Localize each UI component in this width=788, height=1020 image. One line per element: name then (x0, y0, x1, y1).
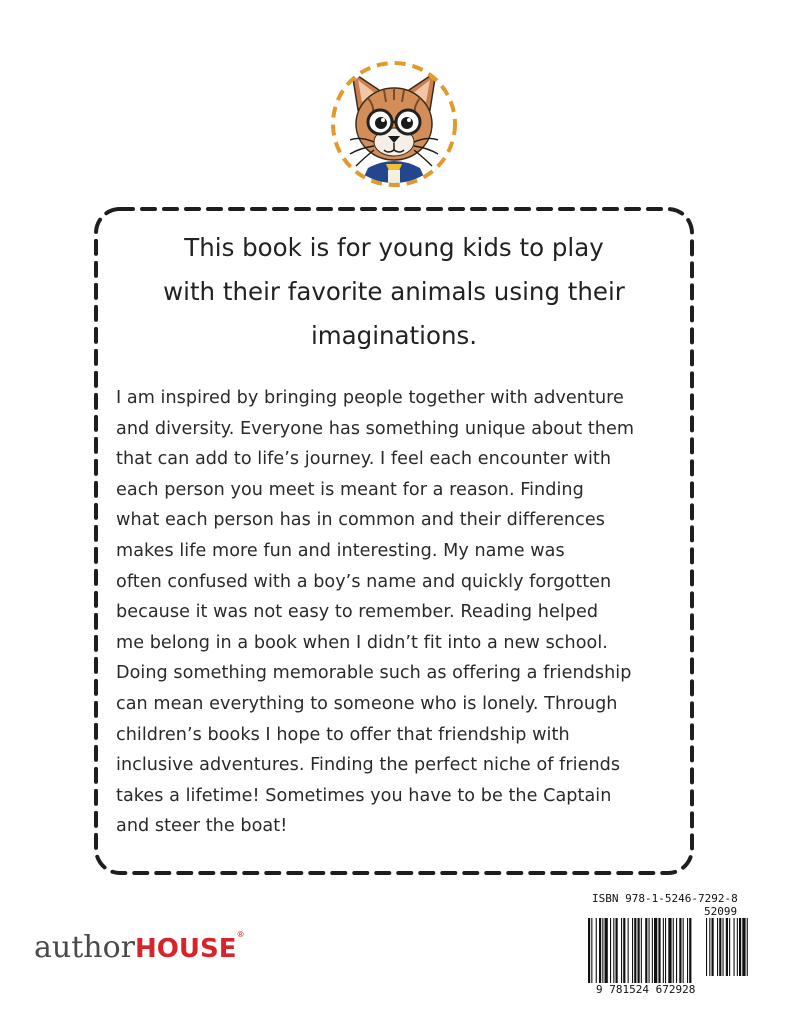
barcode-bar (663, 918, 664, 983)
barcode-bar (645, 918, 647, 983)
body-line: Doing something memorable such as offering a friendship (116, 663, 632, 684)
publisher-logo-part2: HOUSE (135, 934, 237, 964)
body-line: and steer the boat! (116, 816, 288, 837)
barcode-bar (610, 918, 611, 983)
barcode-bar (665, 918, 666, 983)
barcode-bar (588, 918, 590, 983)
barcode-digits: 9 781524 672928 (596, 983, 696, 996)
publisher-logo (34, 930, 244, 970)
barcode-bar (676, 918, 677, 983)
addon-bar (726, 918, 728, 976)
barcode-bar (623, 918, 625, 983)
addon-bar (712, 918, 714, 976)
barcode-bar (649, 918, 650, 983)
addon-bar (737, 918, 738, 976)
body-line: makes life more fun and interesting. My name was (116, 540, 565, 561)
barcode-bar (613, 918, 614, 983)
price-code: 52099 (704, 905, 738, 918)
addon-bar (729, 918, 730, 976)
barcode-bar (591, 918, 592, 983)
barcode-bar (628, 918, 629, 983)
barcode-bar (596, 918, 597, 983)
barcode-bar (599, 918, 601, 983)
barcode-bar (683, 918, 684, 983)
addon-bar (723, 918, 724, 976)
body-line: children’s books I hope to offer that friendship with (116, 724, 570, 745)
barcode-bar (605, 918, 608, 983)
author-statement (116, 383, 682, 842)
barcode-bar (654, 918, 657, 983)
cat-mascot-illustration (328, 58, 460, 190)
body-line: me belong in a book when I didn’t fit into a new school. (116, 632, 608, 653)
addon-bar (717, 918, 718, 976)
body-line: because it was not easy to remember. Reading helped (116, 602, 599, 623)
barcode-bar (658, 918, 660, 983)
addon-bar (739, 918, 741, 976)
barcode-bar (634, 918, 636, 983)
barcode-bar (668, 918, 671, 983)
publisher-logo-part1: author (34, 930, 135, 965)
body-line: that can add to life’s journey. I feel each encounter with (116, 449, 612, 470)
addon-bar (706, 918, 707, 976)
headline-line: This book is for young kids to play (184, 233, 604, 262)
registered-mark: ® (236, 930, 245, 939)
barcode-bar (621, 918, 622, 983)
barcode (588, 918, 754, 983)
headline-line: with their favorite animals using their (163, 277, 625, 306)
addon-bar (734, 918, 735, 976)
addon-bar (719, 918, 721, 976)
addon-bar (747, 918, 748, 976)
headline (118, 226, 670, 358)
barcode-bar (632, 918, 633, 983)
isbn-label: ISBN 978-1-5246-7292-8 (592, 892, 738, 905)
body-line: and diversity. Everyone has something unique about them (116, 418, 635, 439)
barcode-bar (673, 918, 674, 983)
body-line: each person you meet is meant for a reason. Finding (116, 479, 584, 500)
barcode-bar (641, 918, 642, 983)
barcode-bar (638, 918, 640, 983)
body-line: I am inspired by bringing people together with adventure (116, 388, 624, 408)
body-line: can mean everything to someone who is lonely. Through (116, 693, 618, 714)
barcode-bar (602, 918, 603, 983)
barcode-bar (689, 918, 691, 983)
barcode-bar (616, 918, 618, 983)
body-line: often confused with a boy’s name and quickly forgotten (116, 571, 612, 592)
addon-bar (742, 918, 745, 976)
body-line: takes a lifetime! Sometimes you have to be the Captain (116, 785, 612, 806)
addon-bar (709, 918, 710, 976)
barcode-bar (652, 918, 653, 983)
body-line: inclusive adventures. Finding the perfect niche of friends (116, 755, 621, 776)
barcode-bar (687, 918, 688, 983)
body-line: what each person has in common and their differences (116, 510, 605, 531)
barcode-bar (679, 918, 681, 983)
headline-line: imaginations. (310, 321, 478, 350)
